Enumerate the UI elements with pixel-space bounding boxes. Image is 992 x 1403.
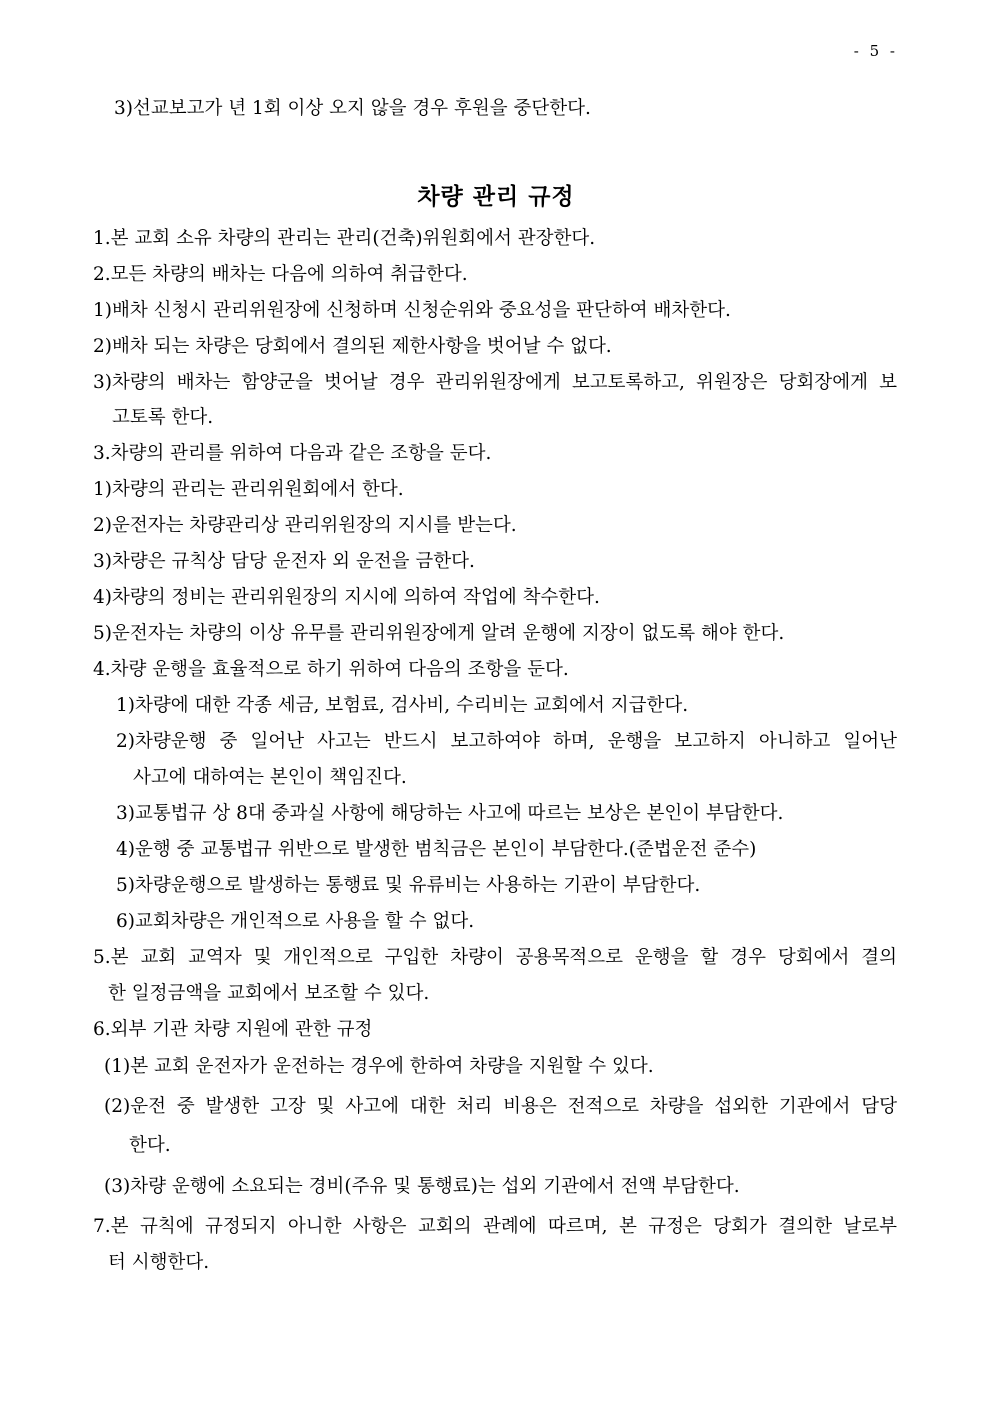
clause-line: 6.외부 기관 차량 지원에 관한 규정 — [93, 1019, 373, 1040]
clause-line: 5)운전자는 차량의 이상 유무를 관리위원장에게 알려 운행에 지장이 없도록 해야 한다. — [93, 623, 785, 644]
clause-line: (1)본 교회 운전자가 운전하는 경우에 한하여 차량을 지원할 수 있다. — [104, 1056, 654, 1077]
clause-line: 5.본 교회 교역자 및 개인적으로 구입한 차량이 공용목적으로 운행을 할 경우 당회에서 결의 — [93, 947, 897, 968]
clause-line: 3)차량은 규칙상 담당 운전자 외 운전을 금한다. — [93, 551, 475, 572]
prev-section-clause: 3)선교보고가 년 1회 이상 오지 않을 경우 후원을 중단한다. — [114, 98, 591, 119]
clause-line: 터 시행한다. — [108, 1252, 210, 1273]
clause-line: 4.차량 운행을 효율적으로 하기 위하여 다음의 조항을 둔다. — [93, 659, 569, 680]
clause-line: (2)운전 중 발생한 고장 및 사고에 대한 처리 비용은 전적으로 차량을 섭외한 기관에서 담당 — [104, 1096, 897, 1117]
clause-line: 1)배차 신청시 관리위원장에 신청하며 신청순위와 중요성을 판단하여 배차한다. — [93, 300, 731, 321]
clause-line: 2.모든 차량의 배차는 다음에 의하여 취급한다. — [93, 264, 468, 285]
clause-line: 3)차량의 배차는 함양군을 벗어날 경우 관리위원장에게 보고토록하고, 위원장은 당회장에게 보 — [93, 372, 897, 393]
clause-line: 1)차량의 관리는 관리위원회에서 한다. — [93, 479, 404, 500]
section-title: 차량 관리 규정 — [417, 183, 575, 210]
clause-line: 6)교회차량은 개인적으로 사용을 할 수 없다. — [116, 911, 475, 932]
page-number: - 5 - — [853, 42, 898, 60]
clause-line: 1.본 교회 소유 차량의 관리는 관리(건축)위원회에서 관장한다. — [93, 228, 596, 249]
clause-line: 고토록 한다. — [112, 407, 214, 428]
clause-line: 3.차량의 관리를 위하여 다음과 같은 조항을 둔다. — [93, 443, 492, 464]
clause-line: 5)차량운행으로 발생하는 통행료 및 유류비는 사용하는 기관이 부담한다. — [116, 875, 701, 896]
clause-line: 한다. — [129, 1135, 171, 1156]
clause-line: 3)교통법규 상 8대 중과실 사항에 해당하는 사고에 따르는 보상은 본인이 부담한다. — [116, 803, 784, 824]
clause-line: 한 일정금액을 교회에서 보조할 수 있다. — [108, 983, 430, 1004]
clause-line: 2)운전자는 차량관리상 관리위원장의 지시를 받는다. — [93, 515, 517, 536]
clause-line: (3)차량 운행에 소요되는 경비(주유 및 통행료)는 섭외 기관에서 전액 부담한다. — [104, 1176, 740, 1197]
clause-line: 사고에 대하여는 본인이 책임진다. — [133, 767, 407, 788]
clause-line: 1)차량에 대한 각종 세금, 보험료, 검사비, 수리비는 교회에서 지급한다. — [116, 695, 689, 716]
clause-line: 4)운행 중 교통법규 위반으로 발생한 범칙금은 본인이 부담한다.(준법운전 준수) — [116, 839, 757, 860]
clause-line: 2)차량운행 중 일어난 사고는 반드시 보고하여야 하며, 운행을 보고하지 아니하고 일어난 — [116, 731, 897, 752]
clause-line: 2)배차 되는 차량은 당회에서 결의된 제한사항을 벗어날 수 없다. — [93, 336, 612, 357]
clause-line: 7.본 규칙에 규정되지 아니한 사항은 교회의 관례에 따르며, 본 규정은 당회가 결의한 날로부 — [93, 1216, 897, 1237]
clause-line: 4)차량의 정비는 관리위원장의 지시에 의하여 작업에 착수한다. — [93, 587, 600, 608]
